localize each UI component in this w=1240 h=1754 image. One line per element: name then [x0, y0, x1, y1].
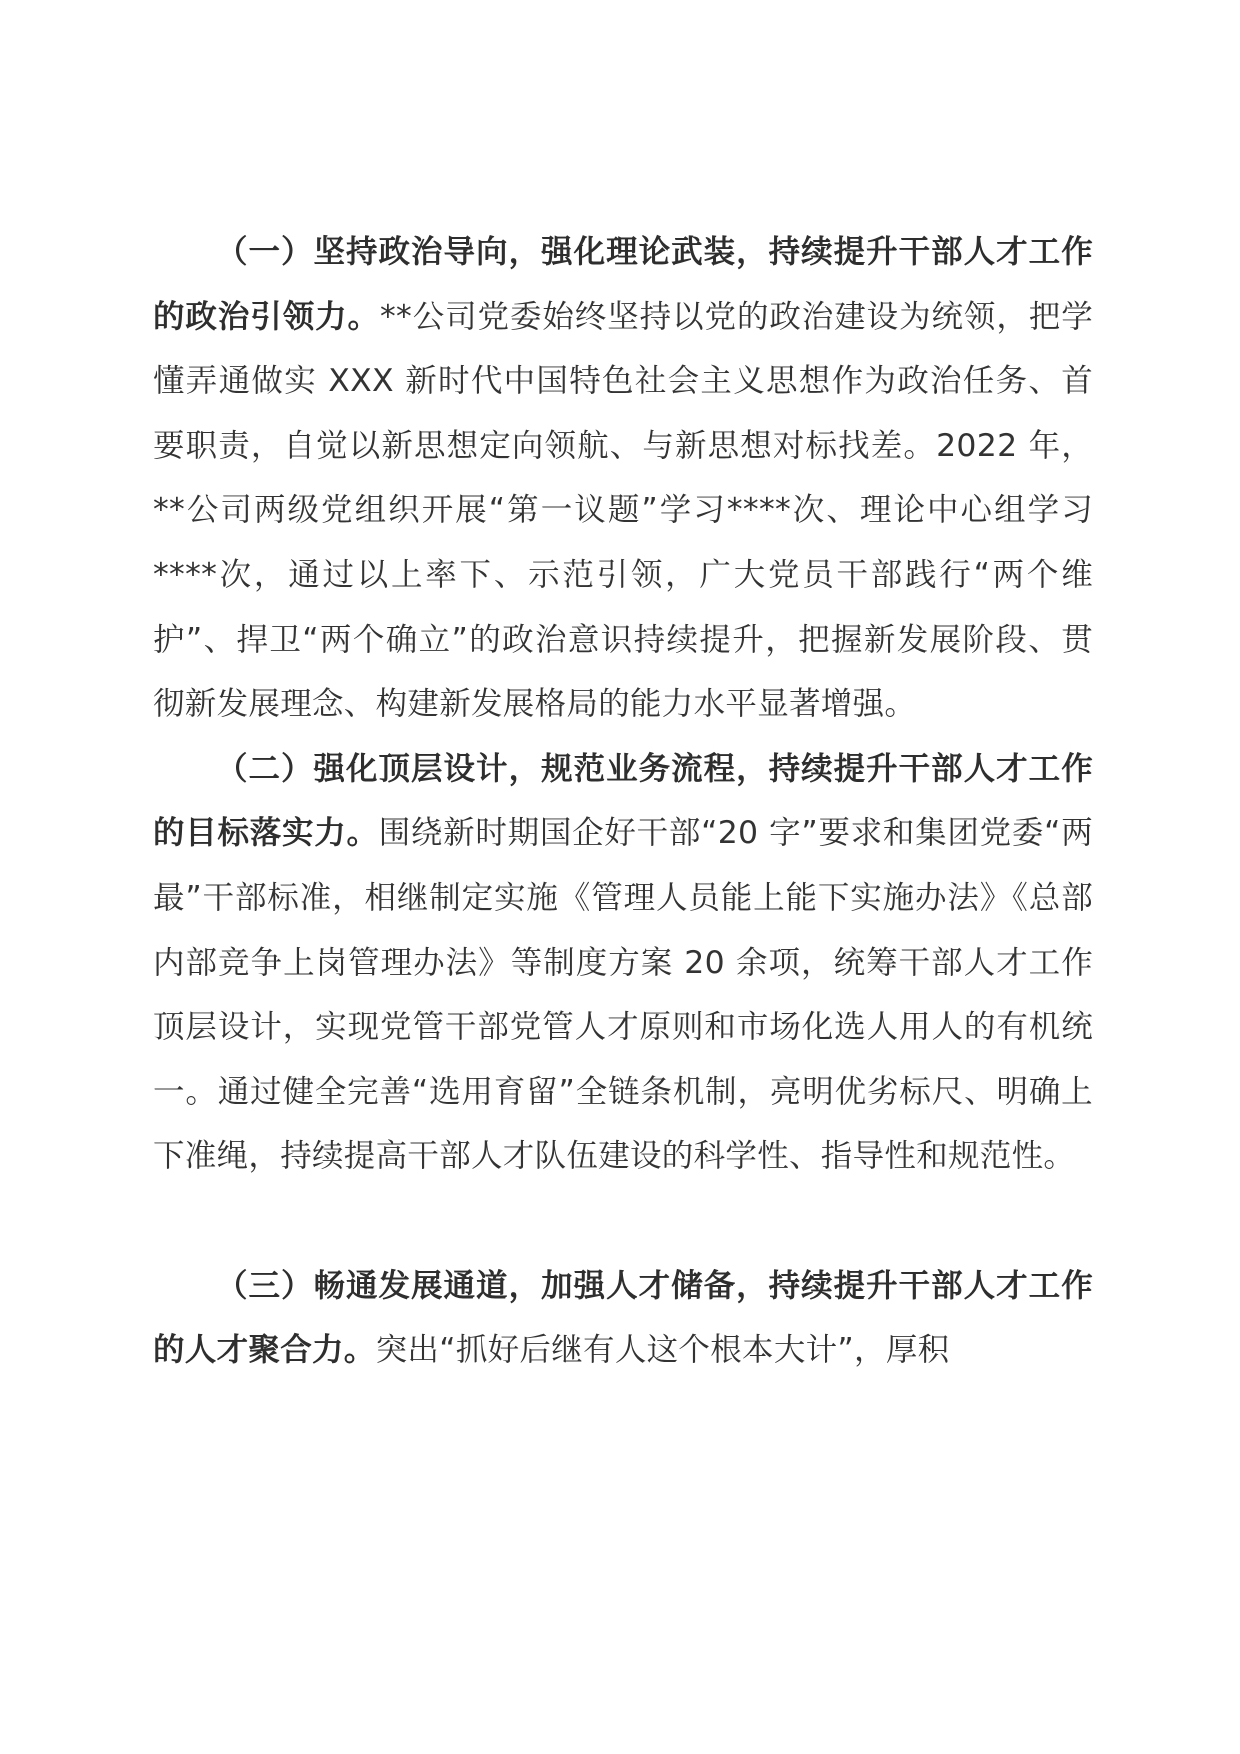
section-3-body: 突出“抓好后继有人这个根本大计”，厚积 [375, 1332, 950, 1369]
section-3-heading: （三）畅通发展通道，加强人才储备，持续提升干部人才工作的人才聚合力。 [153, 1267, 1093, 1369]
section-2-heading: （二）强化顶层设计，规范业务流程，持续提升干部人才工作的目标落实力。 [153, 750, 1093, 852]
section-3-paragraph [153, 1254, 1093, 1383]
section-2-paragraph [153, 737, 1093, 1189]
paragraph-gap [153, 1189, 1093, 1254]
section-1-paragraph [153, 220, 1093, 737]
section-1-heading: （一）坚持政治导向，强化理论武装，持续提升干部人才工作的政治引领力。 [153, 234, 1093, 335]
section-2-body: 围绕新时期国企好干部“20 字”要求和集团党委“两最”干部标准，相继制定实施《管理人员能上能下实施办法》《总部内部竞争上岗管理办法》等制度方案 20 余项，统筹干部人才工作顶层设计，实现党管干部党管人才原则和市场化选人用人的有机统一。通过健全完善“选用育留”全链条机制，亮明优劣标尺、明确上下准绳，持续提高干部人才队伍建设的科学性、指导性和规范性。 [153, 815, 1093, 1175]
document-body [153, 220, 1093, 1383]
section-1-body: **公司党委始终坚持以党的政治建设为统领，把学懂弄通做实 XXX 新时代中国特色社会主义思想作为政治任务、首要职责，自觉以新思想定向领航、与新思想对标找差。2022 年，**公司两级党组织开展“第一议题”学习****次、理论中心组学习****次，通过以上率下、示范引领，广大党员干部践行“两个维护”、捍卫“两个确立”的政治意识持续提升，把握新发展阶段、贯彻新发展理念、构建新发展格局的能力水平显著增强。 [153, 298, 1093, 723]
